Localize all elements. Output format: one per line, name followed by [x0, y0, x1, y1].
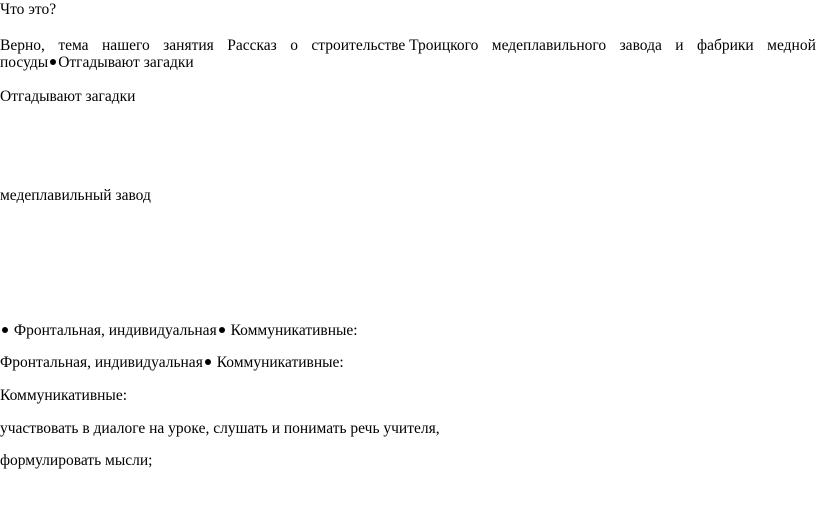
bullet-icon [219, 327, 225, 333]
riddles-line [0, 88, 816, 106]
riddles-text: Отгадывают загадки [0, 88, 136, 105]
answer-word: и [675, 37, 684, 54]
bullet-icon [50, 59, 56, 65]
forms-bullet-line [0, 322, 816, 340]
dialog-line [0, 420, 816, 438]
answer-word: фабрики [697, 37, 754, 54]
bullet-icon [2, 327, 8, 333]
formulate-line [0, 452, 816, 470]
question-line [0, 1, 816, 19]
formulate-text: формулировать мысли; [0, 452, 153, 469]
forms-frontal-text: Фронтальная, индивидуальная [13, 322, 217, 339]
comm-text: Коммуникативные: [0, 387, 128, 404]
answer-word: медеплавильного [491, 37, 607, 54]
answer-word: завода [619, 37, 662, 54]
answer-word: Верно, [0, 37, 45, 54]
forms-line [0, 354, 816, 372]
answer-word: занятия [163, 37, 214, 54]
dialog-text: участвовать в диалоге на уроке, слушать и понимать речь учителя, [0, 420, 440, 437]
smelter-line [0, 187, 816, 205]
answer-word: медной [767, 37, 816, 54]
smelter-text: медеплавильный завод [0, 187, 151, 204]
answer-tail: посуды [0, 54, 49, 71]
forms-comm-text: Коммуникативные: [230, 322, 358, 339]
comm-line [0, 387, 816, 405]
answer-word: тема [58, 37, 89, 54]
question-text: Что это? [0, 1, 57, 18]
bullet-icon [205, 359, 211, 365]
answer-word: нашего [102, 37, 150, 54]
answer-word: Рассказ [227, 37, 277, 54]
answer-continuation [0, 54, 816, 72]
forms2-frontal-text: Фронтальная, индивидуальная [0, 354, 203, 371]
answer-word: о [290, 37, 298, 54]
bullet-riddles-text: Отгадывают загадки [58, 54, 194, 71]
answer-word: строительстве Троицкого [311, 37, 479, 54]
answer-line [0, 37, 816, 55]
forms2-comm-text: Коммуникативные: [216, 354, 344, 371]
